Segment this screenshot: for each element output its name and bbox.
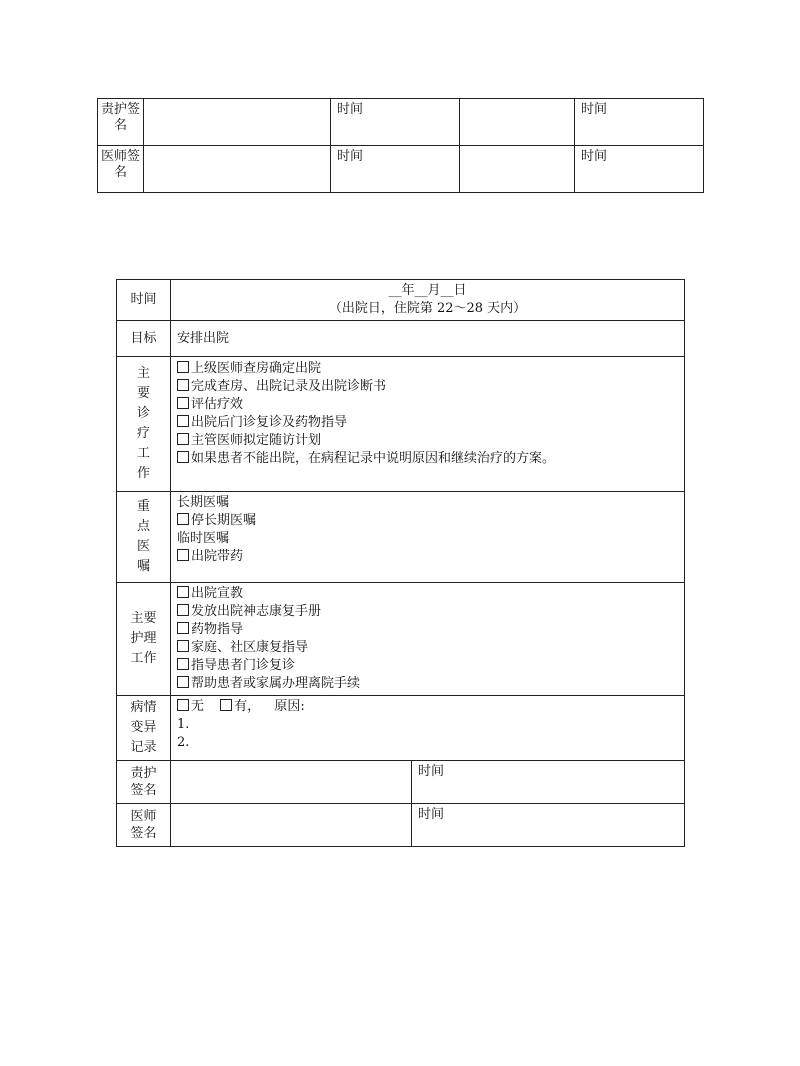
list-item[interactable]: 药物指导	[177, 621, 678, 639]
checkbox[interactable]	[177, 451, 189, 463]
date-line: __年__月__日	[388, 283, 467, 298]
temporary-orders-heading: 临时医嘱	[177, 531, 230, 546]
list-item[interactable]: 停长期医嘱	[177, 512, 678, 530]
key-orders-row	[117, 492, 685, 583]
checkbox[interactable]	[177, 513, 189, 525]
variation-options: 无 有， 原因:	[177, 698, 678, 716]
reason-line-2[interactable]: 2.	[177, 735, 190, 750]
checkbox[interactable]	[177, 415, 189, 427]
long-term-orders-heading: 长期医嘱	[177, 495, 230, 510]
time-field[interactable]	[460, 146, 575, 193]
reason-label: 原因:	[274, 699, 305, 714]
nursing-row	[117, 583, 685, 696]
top-signature-table	[97, 98, 704, 193]
checkbox[interactable]	[177, 397, 189, 409]
checkbox[interactable]	[177, 361, 189, 373]
doctor-sign-label: 医师签名	[130, 808, 157, 841]
list-item[interactable]: 指导患者门诊复诊	[177, 657, 678, 675]
time-label: 时间	[331, 99, 460, 146]
main-work-label: 主要诊疗工作	[136, 366, 150, 481]
doctor-sign-field[interactable]	[144, 146, 331, 193]
list-item[interactable]: 主管医师拟定随访计划	[177, 432, 678, 450]
nurse-sign-label: 责护签名	[130, 765, 157, 798]
list-item[interactable]: 发放出院神志康复手册	[177, 603, 678, 621]
nurse-sign-field[interactable]	[144, 99, 331, 146]
nursing-list	[171, 583, 685, 696]
checkbox[interactable]	[177, 379, 189, 391]
list-item[interactable]: 出院带药	[177, 548, 678, 566]
variation-content	[171, 696, 685, 761]
doctor-sign-label: 医师签名	[98, 146, 144, 193]
list-item[interactable]: 帮助患者或家属办理离院手续	[177, 675, 678, 693]
checkbox[interactable]	[177, 433, 189, 445]
nurse-sign-row	[117, 761, 685, 804]
time-label: 时间	[575, 146, 704, 193]
nurse-sign-label: 责护签名	[98, 99, 144, 146]
goal-label: 目标	[117, 321, 171, 357]
main-work-list	[171, 357, 685, 492]
time-label: 时间	[412, 804, 685, 847]
checkbox[interactable]	[177, 586, 189, 598]
list-item[interactable]: 出院宣教	[177, 585, 678, 603]
time-label: 时间	[412, 761, 685, 804]
discharge-note: （出院日，住院第 22～28 天内）	[328, 301, 527, 316]
date-cell[interactable]	[171, 280, 685, 321]
nurse-sign-field[interactable]	[171, 761, 412, 804]
variation-label: 病情变异记录	[130, 700, 157, 755]
yes-checkbox[interactable]	[220, 699, 232, 711]
list-item[interactable]: 出院后门诊复诊及药物指导	[177, 414, 678, 432]
time-label: 时间	[331, 146, 460, 193]
key-orders-label: 重点医嘱	[136, 499, 150, 574]
table-row	[98, 99, 704, 146]
list-item[interactable]: 评估疗效	[177, 396, 678, 414]
doctor-sign-row	[117, 804, 685, 847]
checkbox[interactable]	[177, 640, 189, 652]
reason-line-1[interactable]: 1.	[177, 717, 190, 732]
main-work-row	[117, 357, 685, 492]
key-orders-list	[171, 492, 685, 583]
time-row-label: 时间	[117, 280, 171, 321]
time-label: 时间	[575, 99, 704, 146]
table-row	[98, 146, 704, 193]
goal-row	[117, 321, 685, 357]
checkbox[interactable]	[177, 622, 189, 634]
checkbox[interactable]	[177, 604, 189, 616]
checkbox[interactable]	[177, 658, 189, 670]
list-item[interactable]: 上级医师查房确定出院	[177, 360, 678, 378]
variation-row	[117, 696, 685, 761]
checkbox[interactable]	[177, 676, 189, 688]
doctor-sign-field[interactable]	[171, 804, 412, 847]
nursing-label: 主要护理工作	[130, 611, 157, 666]
list-item[interactable]: 家庭、社区康复指导	[177, 639, 678, 657]
discharge-day-table	[116, 279, 685, 847]
list-item[interactable]: 完成查房、出院记录及出院诊断书	[177, 378, 678, 396]
list-item[interactable]: 如果患者不能出院，在病程记录中说明原因和继续治疗的方案。	[177, 450, 678, 468]
time-field[interactable]	[460, 99, 575, 146]
time-row	[117, 280, 685, 321]
checkbox[interactable]	[177, 549, 189, 561]
goal-value: 安排出院	[171, 321, 685, 357]
none-checkbox[interactable]	[177, 699, 189, 711]
